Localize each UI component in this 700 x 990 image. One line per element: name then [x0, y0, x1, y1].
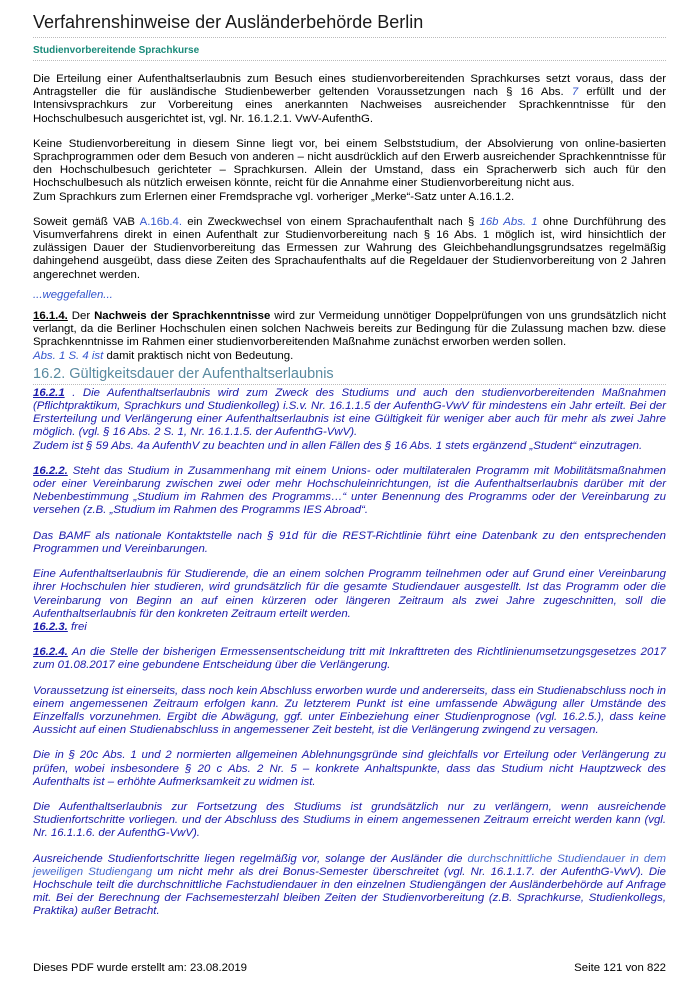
section-heading-gueltigkeitsdauer: 16.2. Gültigkeitsdauer der Aufenthaltserlaubnis: [33, 366, 666, 385]
paragraph-keine-studienvorbereitung: Keine Studienvorbereitung in diesem Sinne liegt vor, bei einem Selbststudium, der Absolvierung von online-basierten Sprachprogrammen oder dem Besuch von anderen – nicht ausdrücklich auf den Erwerb ausreichender Sprachkenntnisse für den Hochschulbesuch gerichteter – Sprachkursen. Allein der Umstand, dass ein Spracherwerb sich auch für den Hochschulbesuch als nützlich erweisen könnte, reicht für die Annahme einer Studienvorbereitung nicht aus.: [33, 137, 666, 190]
link-abs-1-s-4[interactable]: Abs. 1 S. 4 ist: [33, 349, 104, 362]
paragraph-zweckwechsel: Soweit gemäß VAB A.16b.4. ein Zweckwechsel von einem Sprachaufenthalt nach § 16b Abs. 1 ohne Durchführung des Visumverfahrens direkt in einen Aufenthalt zur Studienvorbereitung nach § 16 Abs. 1 möglich ist, wird hinsichtlich der zulässigen Dauer der Studienvorbereitung das Ermessen zur Wahrung des Gleichbehandlungsgrundsatzes regelmäßig dahingehend ausgeübt, dass diese Zeiten des Sprachaufenthalts auf die Regeldauer der Studienvorbereitung von 2 Jahren angerechnet werden.: [33, 215, 667, 281]
paragraph-programm-studierende: Eine Aufenthaltserlaubnis für Studierende, die an einem solchen Programm teilnehmen oder auf Grund einer Vereinbarung ihrer Hochschulen hier studieren, wird grundsätzlich für die gesamte Studiendauer ausgestellt. Ist das Programm oder die Vereinbarung von Beginn an auf einen kürzeren oder längeren Zeitraum als zwei Jahre zugeschnitten, soll die Aufenthaltserlaubnis für den konkreten Zeitraum erteilt werden.: [33, 568, 666, 620]
paragraph-16-2-2: 16.2.2. Steht das Studium in Zusammenhang mit einem Unions- oder multilateralen Programm mit Mobilitätsmaßnahmen oder einer Vereinbarung zwischen zwei oder mehr Hochschuleinrichtungen, ist die Aufenthaltserlaubnis darüber mit der Nebenbestimmung „Studium im Rahmen des Programms…“ unter Benennung des Programms oder der Vereinbarung zu versehen (z.B. „Studium im Rahmen des Programms IES Abroad“.: [33, 464, 666, 517]
footer-created-date: Dieses PDF wurde erstellt am: 23.08.2019: [33, 962, 247, 974]
section-number: 16.1.4.: [33, 310, 68, 323]
footer-page-number: Seite 121 von 822: [574, 962, 666, 974]
paragraph-16-2-3: 16.2.3. frei: [33, 620, 87, 633]
paragraph-ausreichende-fortschritte: Ausreichende Studienfortschritte liegen regelmäßig vor, solange der Ausländer die durchschnittliche Studiendauer in dem jeweiligen Studiengang um nicht mehr als drei Bonus-Semester überschreitet (vgl. Nr. 16.1.1.7. der AufenthG-VwV). Die Hochschule teilt die durchschnittliche Fachstudiendauer in den einzelnen Studiengängen der Ausländerbehörde auf Anfrage mit. Bei der Berechnung der Fachsemesterzahl bleiben Zeiten der Studienvorbereitung (z.B. Sprachkurse, Studienkollegs, Praktika) außer Betracht.: [33, 852, 666, 918]
paragraph-voraussetzung: Voraussetzung ist einerseits, dass noch kein Abschluss erworben wurde und andererseits, dass ein Studienabschluss noch in einem angemessenen Zeitraum erfolgen kann. Zu letzterem Punkt ist eine umfassende Abwägung aller Umstände des Einzelfalls vorzunehmen. Ergibt die Abwägung, ggf. unter Einbeziehung einer Studienprognose (vgl. 16.2.5.), dass keine Aussicht auf einen Studienabschluss in angemessener Zeit besteht, ist die Verlängerung zwingend zu versagen.: [33, 684, 666, 737]
paragraph-16-2-1: 16.2.1 . Die Aufenthaltserlaubnis wird zum Zweck des Studiums und auch den studienvorbereitenden Maßnahmen (Pflichtpraktikum, Sprachkurs und Studienkolleg) i.S.v. Nr. 16.1.1.5 der AufenthG-VwV für mindestens ein Jahr erteilt. Bei der Ersterteilung und Verlängerung einer Aufenthaltserlaubnis ist eine Gültigkeit für weniger aber auch für mehr als zwei Jahre möglich. (vgl. § 16 Abs. 2 S. 1, Nr. 16.1.1.5. der AufenthG-VwV). Zudem ist § 59 Abs. 4a AufenthV zu beachten und in allen Fällen des § 16 Abs. 1 stets ergänzend „Student“ einzutragen.: [33, 386, 666, 452]
paragraph-sprachkurs-fremdsprache: Zum Sprachkurs zum Erlernen einer Fremdsprache vgl. vorheriger „Merke“-Satz unter A.16.1.2.: [33, 190, 515, 203]
link-a16b4[interactable]: A.16b.4.: [139, 215, 183, 228]
paragraph-bamf: Das BAMF als nationale Kontaktstelle nach § 91d für die REST-Richtlinie führt eine Datenbank zu den entsprechenden Programmen und Vereinbarungen.: [33, 529, 666, 555]
paragraph-studienfortschritte: Die Aufenthaltserlaubnis zur Fortsetzung des Studiums ist grundsätzlich nur zu verlängern, wenn ausreichende Studienfortschritte vorliegen. und der Abschluss des Studiums in einem angemessenen Zeitraum erreicht werden kann (vgl. Nr. 16.1.1.6. der AufenthG-VwV).: [33, 800, 666, 840]
link-16b-abs-1[interactable]: 16b Abs. 1: [479, 215, 538, 228]
document-page: [33, 10, 666, 919]
paragraph-erteilung: Die Erteilung einer Aufenthaltserlaubnis zum Besuch eines studienvorbereitenden Sprachkurses setzt voraus, dass der Antragsteller die für ausländische Studienbewerber geltenden Voraussetzungen nach § 16 Abs. 7 erfüllt und der Intensivsprachkurs zur Vorbereitung eines anerkannten Nachweises ausreichender Sprachkenntnisse für den Hochschulbesuch ausgerichtet ist, vgl. Nr. 16.1.2.1. VwV-AufenthG.: [33, 73, 666, 125]
link-abs-7[interactable]: 7: [571, 86, 579, 99]
section-label: Studienvorbereitende Sprachkurse: [33, 44, 666, 61]
link-durchschnittliche-studiendauer[interactable]: durchschnittliche Studiendauer in dem jeweiligen Studiengang: [33, 852, 666, 878]
weggefallen-note: ...weggefallen...: [33, 288, 113, 301]
paragraph-ablehnungsgruende: Die in § 20c Abs. 1 und 2 normierten allgemeinen Ablehnungsgründe sind gleichfalls vor Erteilung oder Verlängerung zu prüfen, wobei insbesondere § 20 c Abs. 2 Nr. 5 – konkrete Anhaltspunkte, dass das Studium nicht Hauptzweck des Aufenthalts ist – erhöhte Aufmerksamkeit zu widmen ist.: [33, 749, 666, 788]
paragraph-16-2-4: 16.2.4. An die Stelle der bisherigen Ermessensentscheidung tritt mit Inkrafttreten des Richtlinienumsetzungsgesetzes 2017 zum 01.08.2017 eine gebundene Entscheidung über die Verlängerung.: [33, 646, 666, 672]
paragraph-nachweis-sprachkenntnisse: 16.1.4. Der Nachweis der Sprachkenntnisse wird zur Vermeidung unnötiger Doppelprüfungen von uns grundsätzlich nicht verlangt, da die Berliner Hochschulen einen solchen Nachweis bereits zur Bedingung für die Zulassung machen bzw. diese Sprachkenntnisse im Rahmen einer studienvorbereitenden Maßnahme zunächst erworben werden sollen. Abs. 1 S. 4 ist damit praktisch nicht von Bedeutung.: [33, 310, 666, 362]
document-title: Verfahrenshinweise der Ausländerbehörde Berlin: [33, 10, 666, 38]
